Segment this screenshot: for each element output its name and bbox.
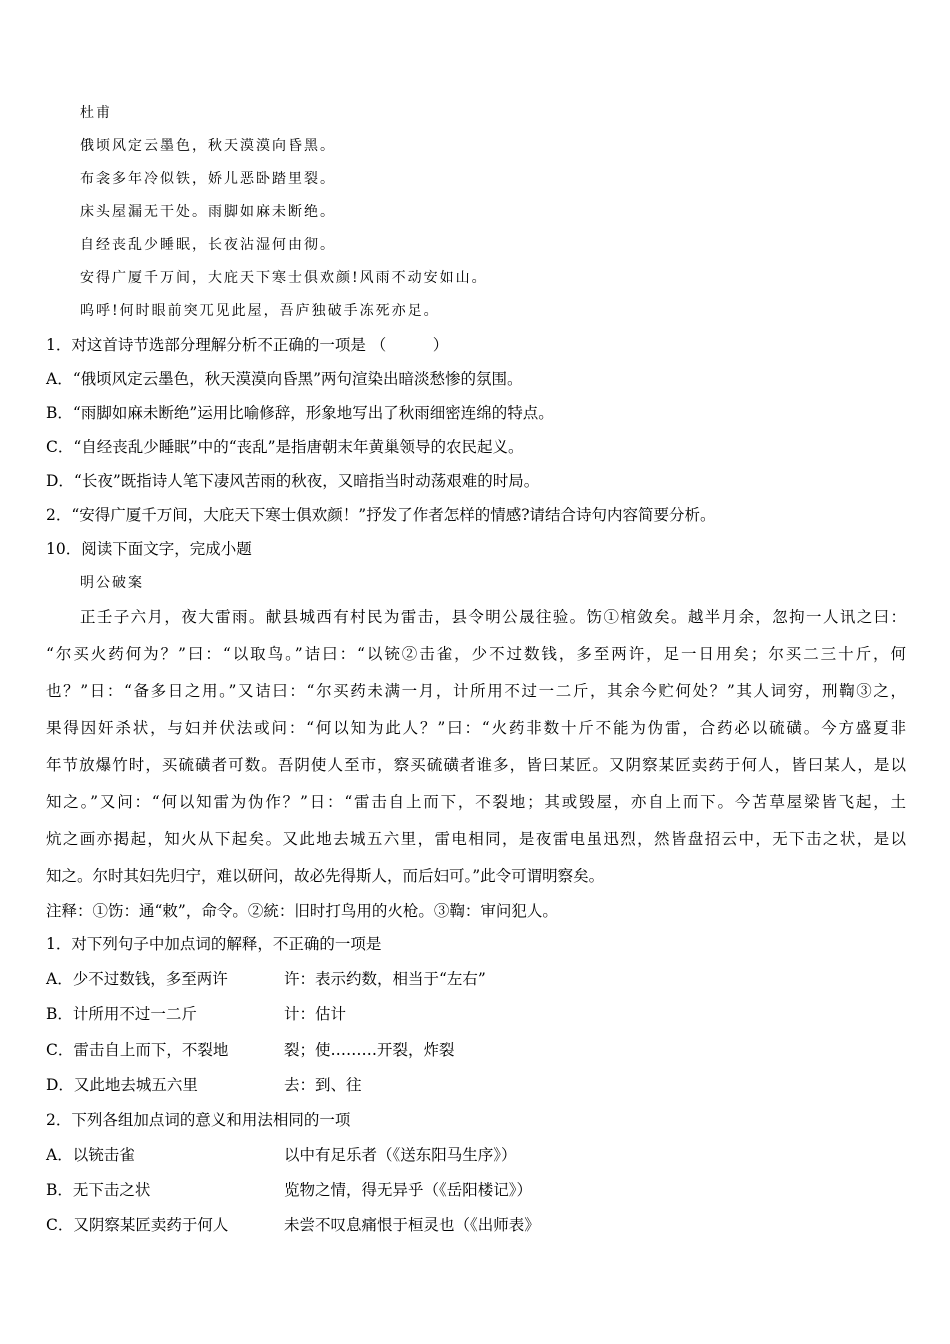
- poem-line: 自经丧乱少睡眠，长夜沾湿何由彻。: [80, 237, 336, 253]
- passage-line: 炕之画亦掲起，知火从下起矣。又此地去城五六里，雷电相同，是夜雷电虽迅烈，然皆盘招云中，无下击之状，是以: [46, 830, 906, 848]
- option-d: D．“长夜”既指诗人笔下凄风苦雨的秋夜，又暗指当时动荡艰难的时局。: [46, 472, 540, 490]
- poem-line: 床头屋漏无干处。雨脚如麻未断绝。: [80, 204, 336, 220]
- poem-line: 安得广厦千万间，大庇天下寒士俱欢颜!风雨不动安如山。: [80, 270, 488, 286]
- passage-line: 果得因奸杀状，与妇并伏法或问：“何以知为此人？”曰：“火药非数十斤不能为伪雷，合药必以硫磺。今方盛夏非: [46, 719, 906, 737]
- option-c-left: C．雷击自上而下，不裂地: [46, 1041, 229, 1059]
- poem-author: 杜甫: [80, 105, 112, 121]
- passage-line: 年节放爆竹时，买硫磺者可数。吾阴使人至市，察买硫磺者谁多，皆曰某匠。又阴察某匠卖药于何人，皆曰某人，是以: [46, 756, 906, 774]
- option-b: B．“雨脚如麻未断绝”运用比喻修辞，形象地写出了秋雨细密连绵的特点。: [46, 404, 554, 422]
- option-a: A．“俄顷风定云墨色，秋天漠漠向昏黑”两句渲染出暗淡愁惨的氛围。: [46, 370, 523, 388]
- question-text: 2．下列各组加点词的意义和用法相同的一项: [46, 1111, 351, 1129]
- annotation-note: 注释：①饬：通“敕”，命令。②統：旧时打鸟用的火枪。③鞫：审问犯人。: [46, 902, 558, 920]
- poem-line: 布衾多年冷似铁，娇儿恶卧踏里裂。: [80, 171, 336, 187]
- option-a-right: 许：表示约数，相当于“左右”: [284, 970, 486, 988]
- passage-line: 也？”日：“备多日之用。”又诘曰：“尔买药未满一月，计所用不过一二斤，其余今贮何处？”其人词穷，刑鞫③之，: [46, 682, 906, 700]
- question-text: 1．对下列句子中加点词的解释，不正确的一项是: [46, 935, 382, 953]
- option-d-right: 去：到、往: [284, 1076, 362, 1094]
- passage-line: 知之。尔时其妇先归宁，难以研问，故必先得斯人，而后妇可。”此令可谓明察矣。: [46, 867, 605, 885]
- option-c-left: C．又阴察某匠卖药于何人: [46, 1216, 229, 1234]
- option-b-left: B．计所用不过一二斤: [46, 1005, 197, 1023]
- option-d-left: D．又此地去城五六里: [46, 1076, 198, 1094]
- question-text: 2．“安得广厦千万间，大庇天下寒士俱欢颜！”抒发了作者怎样的情感?请结合诗句内容简要分析。: [46, 506, 716, 524]
- option-a-left: A．少不过数钱，多至两许: [46, 970, 228, 988]
- passage-title: 明公破案: [80, 575, 144, 591]
- poem-line: 呜呼!何时眼前突兀见此屋，吾庐独破手冻死亦足。: [80, 303, 440, 319]
- passage-line: 正壬子六月，夜大雷雨。献县城西有村民为雷击，县令明公晟往验。饬①棺敛矣。越半月余，忽拘一人讯之曰：: [80, 608, 906, 626]
- option-b-right: 计：估计: [284, 1005, 347, 1023]
- passage-line: “尔买火药何为？”曰：“以取鸟。”诘曰：“以铳②击雀，少不过数钱，多至两许，足一日用矣；尔买二三十斤，何: [46, 645, 906, 663]
- question-text: 1．对这首诗节选部分理解分析不正确的一项是 （ ）: [46, 336, 449, 354]
- option-c-right: 裂；使………开裂，炸裂: [284, 1041, 455, 1059]
- option-b-left: B．无下击之状: [46, 1181, 151, 1199]
- passage-line: 知之。”又问：“何以知雷为伪作？”日：“雷击自上而下，不裂地；其或毁屋，亦自上而下。今苫草屋梁皆飞起，土: [46, 793, 906, 811]
- section-heading: 10．阅读下面文字，完成小题: [46, 540, 252, 558]
- option-a-left: A．以铳击雀: [46, 1146, 135, 1164]
- option-b-right: 览物之情，得无异乎（《岳阳楼记》）: [284, 1181, 533, 1199]
- option-c-right: 未尝不叹息痛恨于桓灵也（《出师表》: [284, 1216, 540, 1234]
- option-c: C．“自经丧乱少睡眠”中的“丧乱”是指唐朝末年黄巢领导的农民起义。: [46, 438, 524, 456]
- poem-line: 俄顷风定云墨色，秋天漠漠向昏黑。: [80, 138, 336, 154]
- option-a-right: 以中有足乐者（《送东阳马生序》）: [284, 1146, 517, 1164]
